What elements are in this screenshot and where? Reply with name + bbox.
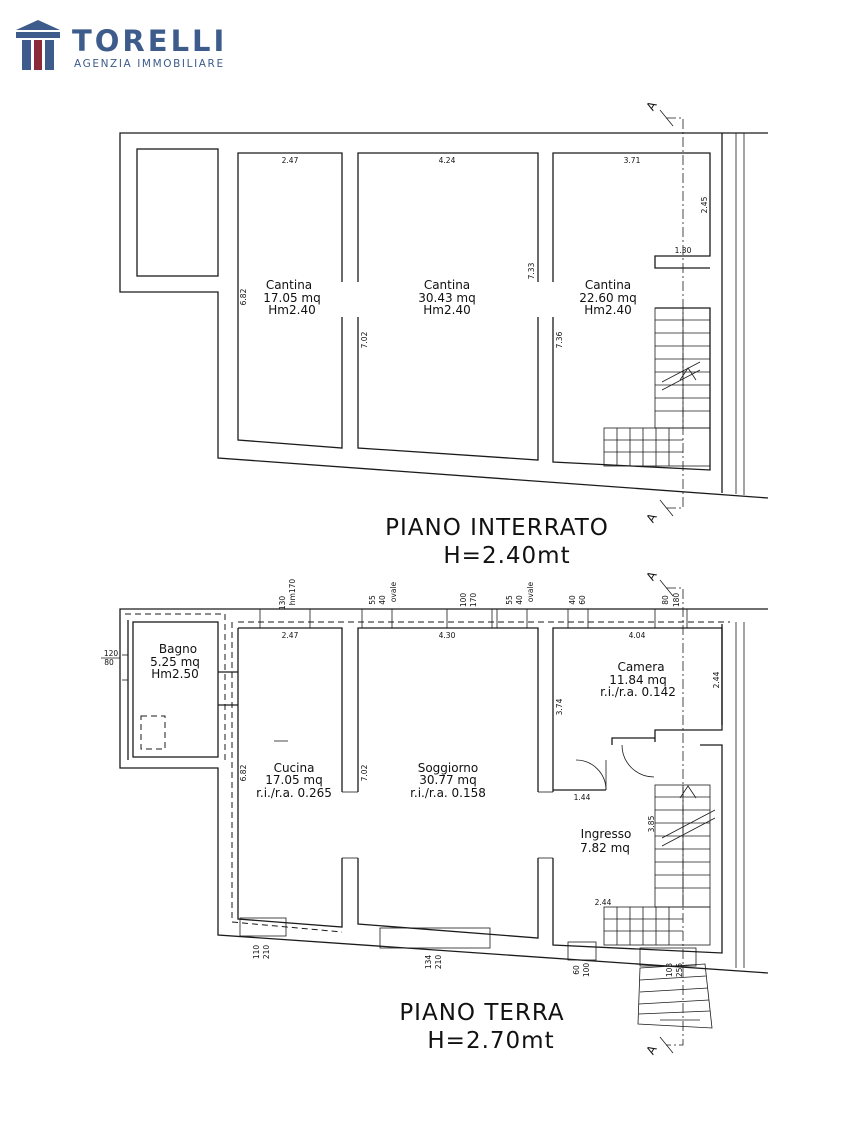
basement-plan bbox=[120, 110, 768, 569]
opening-label: 100 bbox=[459, 592, 468, 608]
room-area: 30.43 mq bbox=[418, 291, 476, 305]
dimension-label: 3.74 bbox=[555, 698, 564, 716]
opening-label: 80 bbox=[104, 658, 114, 667]
section-marker: A bbox=[643, 510, 660, 526]
opening-label: 40 bbox=[378, 595, 387, 605]
room-area: 17.05 mq bbox=[265, 773, 323, 787]
opening-label: ovale bbox=[389, 581, 398, 603]
room-label: Bagno bbox=[158, 642, 198, 656]
opening-label: 103 bbox=[665, 962, 674, 978]
opening-label: 180 bbox=[672, 592, 681, 608]
opening-label: 134 bbox=[424, 954, 433, 970]
room-label: Ingresso bbox=[580, 827, 632, 841]
floor-height: H=2.40mt bbox=[443, 543, 571, 569]
dimension-label: 2.45 bbox=[700, 196, 709, 214]
opening-label: 210 bbox=[434, 954, 443, 970]
dimension-label: 1.30 bbox=[674, 246, 692, 255]
dimension-label: 7.36 bbox=[555, 331, 564, 349]
ground-plan bbox=[101, 579, 768, 1054]
room-label: Cantina bbox=[265, 278, 313, 292]
opening-label: ovale bbox=[526, 581, 535, 603]
dimension-label: 7.33 bbox=[527, 262, 536, 280]
room-area: 11.84 mq bbox=[609, 673, 667, 687]
opening-label: 255 bbox=[675, 962, 684, 978]
dimension-label: 7.02 bbox=[360, 331, 369, 349]
opening-label: 40 bbox=[515, 595, 524, 605]
dimension-label: 2.47 bbox=[281, 156, 299, 165]
dimension-label: 4.04 bbox=[628, 631, 646, 640]
basement-stairs bbox=[604, 308, 710, 466]
room-area: 17.05 mq bbox=[263, 291, 321, 305]
dimension-label: 7.02 bbox=[360, 764, 369, 782]
opening-label: 120 bbox=[103, 649, 119, 658]
room-height: Hm2.40 bbox=[584, 303, 632, 317]
floor-title: PIANO INTERRATO bbox=[385, 515, 609, 541]
dimension-label: 4.30 bbox=[438, 631, 456, 640]
brand-tagline: AGENZIA IMMOBILIARE bbox=[74, 58, 225, 70]
opening-label: 210 bbox=[262, 944, 271, 960]
floor-height: H=2.70mt bbox=[427, 1028, 555, 1054]
opening-label: 40 bbox=[568, 595, 577, 605]
room-area: 22.60 mq bbox=[579, 291, 637, 305]
room-area: 7.82 mq bbox=[580, 841, 630, 855]
ground-stairs bbox=[604, 785, 715, 1028]
dimension-label: 6.82 bbox=[239, 764, 248, 782]
opening-label: 170 bbox=[469, 592, 478, 608]
dimension-label: 2.47 bbox=[281, 631, 299, 640]
room-label: Camera bbox=[617, 660, 665, 674]
room-label: Cantina bbox=[423, 278, 471, 292]
section-marker: A bbox=[643, 98, 660, 114]
dimension-label: 2.44 bbox=[594, 898, 612, 907]
basement-void bbox=[137, 149, 218, 276]
floor-title: PIANO TERRA bbox=[399, 1000, 565, 1026]
dimension-label: 6.82 bbox=[239, 288, 248, 306]
section-marker: A bbox=[643, 568, 660, 584]
room-height: Hm2.40 bbox=[268, 303, 316, 317]
room-label: Cucina bbox=[273, 761, 315, 775]
room-label: Cantina bbox=[584, 278, 632, 292]
opening-label: 80 bbox=[661, 595, 670, 605]
room-ratio: r.i./r.a. 0.142 bbox=[600, 685, 676, 699]
opening-label: 55 bbox=[368, 595, 377, 605]
opening-label: 55 bbox=[505, 595, 514, 605]
room-height: Hm2.50 bbox=[151, 667, 199, 681]
room-area: 30.77 mq bbox=[419, 773, 477, 787]
room-height: Hm2.40 bbox=[423, 303, 471, 317]
opening-label: 100 bbox=[582, 962, 591, 978]
room-ratio: r.i./r.a. 0.158 bbox=[410, 786, 486, 800]
section-marker: A bbox=[643, 1042, 660, 1058]
dimension-label: 2.44 bbox=[712, 671, 721, 689]
dimension-label: 3.71 bbox=[623, 156, 641, 165]
brand-name: TORELLI bbox=[72, 24, 228, 58]
opening-label: 60 bbox=[578, 595, 587, 605]
dimension-label: 4.24 bbox=[438, 156, 456, 165]
opening-label: hm170 bbox=[288, 578, 297, 606]
opening-label: 60 bbox=[572, 965, 581, 975]
dimension-label: 3.85 bbox=[647, 815, 656, 833]
room-label: Soggiorno bbox=[417, 761, 479, 775]
dimension-label: 1.44 bbox=[573, 793, 591, 802]
room-ratio: r.i./r.a. 0.265 bbox=[256, 786, 332, 800]
opening-label: 110 bbox=[252, 944, 261, 960]
room-area: 5.25 mq bbox=[150, 655, 200, 669]
opening-label: 130 bbox=[278, 595, 287, 611]
